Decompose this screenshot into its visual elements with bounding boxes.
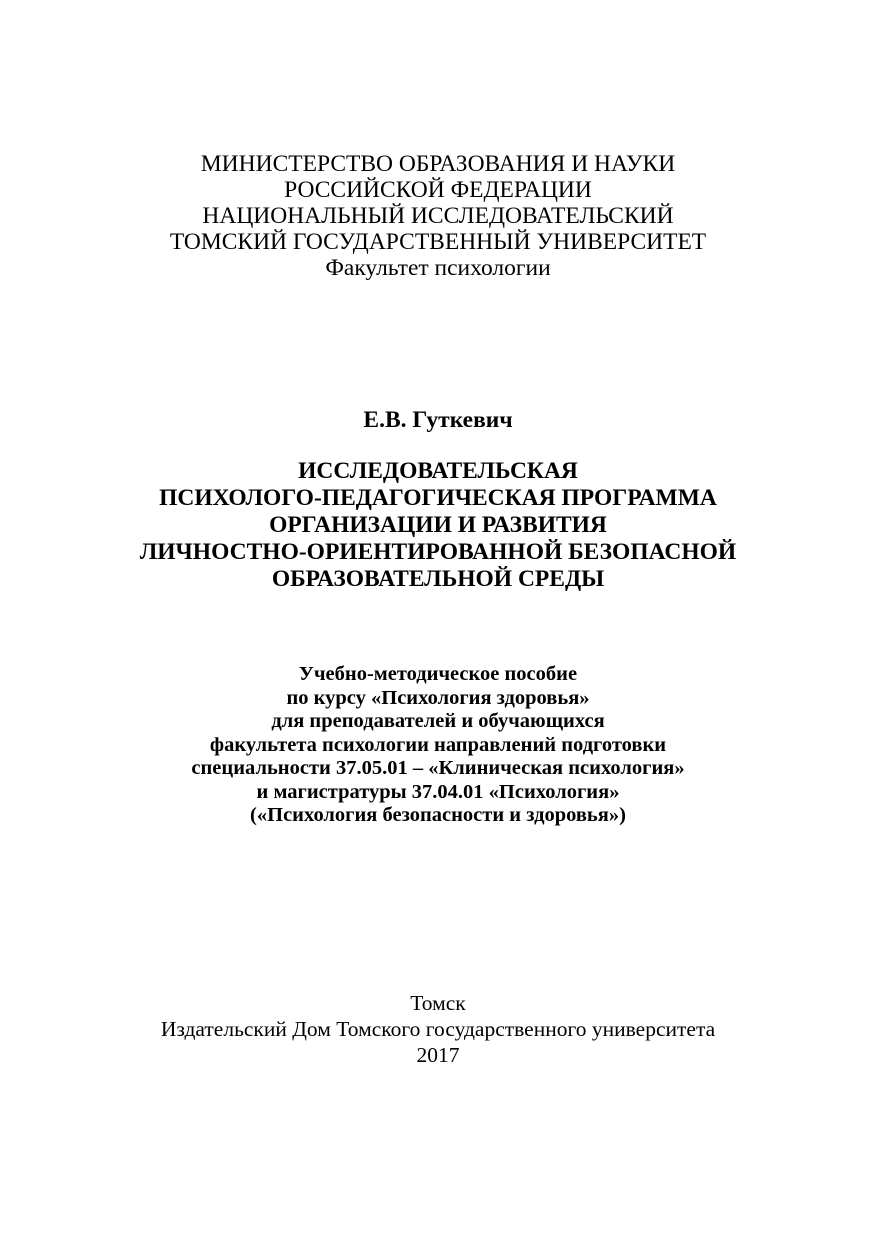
title-line: ЛИЧНОСТНО-ОРИЕНТИРОВАННОЙ БЕЗОПАСНОЙ	[139, 539, 737, 565]
federation-line: РОССИЙСКОЙ ФЕДЕРАЦИИ	[284, 177, 592, 203]
title-line: ПСИХОЛОГО-ПЕДАГОГИЧЕСКАЯ ПРОГРАММА	[159, 485, 717, 511]
subtitle-line: факультета психологии направлений подготовки	[209, 733, 667, 756]
national-research-line: НАЦИОНАЛЬНЫЙ ИССЛЕДОВАТЕЛЬСКИЙ	[202, 203, 674, 229]
publication-imprint	[0, 990, 876, 1068]
subtitle-line: специальности 37.05.01 – «Клиническая психология»	[191, 757, 685, 779]
imprint-year: 2017	[416, 1043, 460, 1067]
title-line: ОБРАЗОВАТЕЛЬНОЙ СРЕДЫ	[271, 566, 605, 592]
university-line: ТОМСКИЙ ГОСУДАРСТВЕННЫЙ УНИВЕРСИТЕТ	[169, 229, 707, 255]
title-line: ИССЛЕДОВАТЕЛЬСКАЯ	[298, 458, 578, 484]
faculty-line: Факультет психологии	[325, 255, 551, 281]
title-line: ОРГАНИЗАЦИИ И РАЗВИТИЯ	[269, 512, 607, 538]
imprint-city: Томск	[410, 991, 466, 1015]
subtitle-line: Учебно-методическое пособие	[298, 663, 578, 685]
subtitle-line: и магистратуры 37.04.01 «Психология»	[256, 780, 620, 803]
author-name: Е.В. Гуткевич	[363, 407, 513, 433]
institution-header	[0, 151, 876, 281]
ministry-line: МИНИСТЕРСТВО ОБРАЗОВАНИЯ И НАУКИ	[200, 151, 676, 177]
imprint-publisher: Издательский Дом Томского государственного университета	[160, 1017, 716, 1041]
document-title	[0, 458, 876, 593]
subtitle-line: («Психология безопасности и здоровья»)	[250, 804, 626, 826]
subtitle-line: для преподавателей и обучающихся	[271, 710, 605, 732]
document-subtitle	[0, 663, 876, 828]
subtitle-line: по курсу «Психология здоровья»	[286, 686, 590, 709]
